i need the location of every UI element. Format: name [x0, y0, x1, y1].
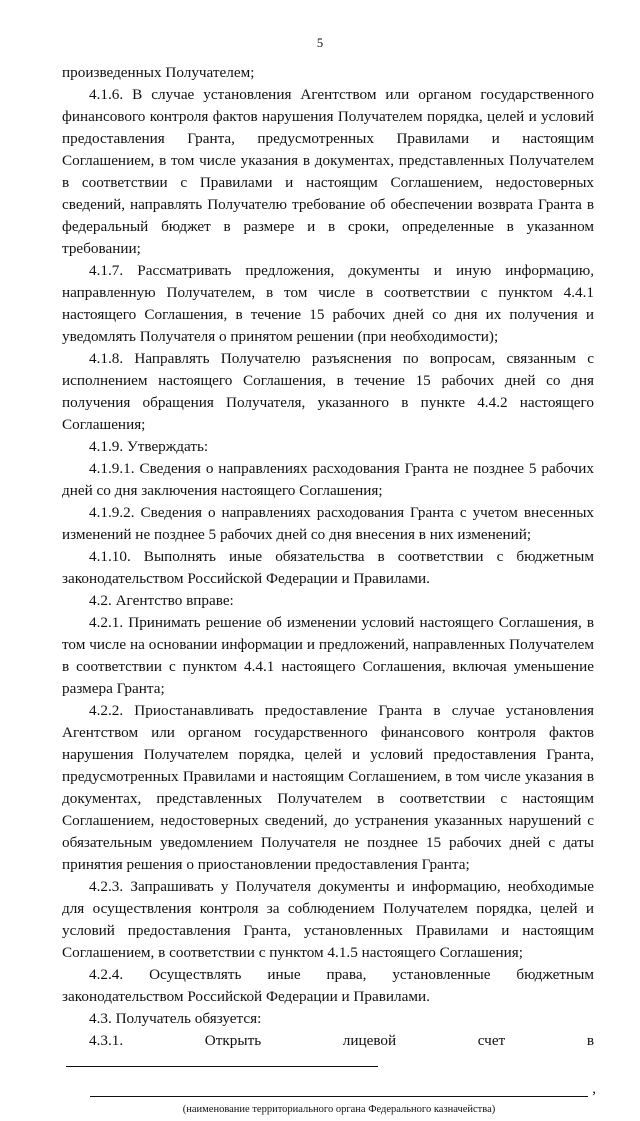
- paragraph-4-3-1: [62, 1030, 594, 1074]
- paragraph-p3: 4.1.8. Направлять Получателю разъяснения по вопросам, связанным с исполнением настоящего Соглашения, в течение 15 рабочих дней со дня получения обращения Получателя, указанного в пункте 4.4.2 настоящего Соглашения;: [62, 350, 594, 433]
- document-body: [62, 62, 594, 1121]
- paragraph-p12: 4.2.4. Осуществлять иные права, установленные бюджетным законодательством Российской Федерации и Правилами.: [62, 966, 594, 1005]
- paragraph-p6: 4.1.9.2. Сведения о направлениях расходования Гранта с учетом внесенных изменений не позднее 5 рабочих дней со дня внесения в них изменений;: [62, 504, 594, 543]
- paragraph-4-3-1-text: 4.3.1. Открыть лицевой счет в: [89, 1032, 594, 1049]
- treasury-fill-line: [90, 1076, 596, 1097]
- paragraph-p9: 4.2.1. Принимать решение об изменении условий настоящего Соглашения, в том числе на основании информации и предложений, направленных Получателем в соответствии с пунктом 4.4.1 настоящего Соглашения, включая уменьшение размера Гранта;: [62, 614, 594, 697]
- paragraph-p4: 4.1.9. Утверждать:: [89, 438, 209, 455]
- paragraph-p8: 4.2. Агентство вправе:: [89, 592, 234, 609]
- paragraph-p2: 4.1.7. Рассматривать предложения, документы и иную информацию, направленную Получателем, в том числе в соответствии с пунктом 4.4.1 настоящего Соглашения, в течение 15 рабочих дней со дня их получения и уведомлять Получателя о принятом решении (при необходимости);: [62, 262, 594, 345]
- page-number: 5: [316, 36, 324, 50]
- paragraph-p7: 4.1.10. Выполнять иные обязательства в соответствии с бюджетным законодательством Российской Федерации и Правилами.: [62, 548, 594, 587]
- paragraph-p5: 4.1.9.1. Сведения о направлениях расходования Гранта не позднее 5 рабочих дней со дня заключения настоящего Соглашения;: [62, 460, 594, 499]
- fill-line-caption: (наименование территориального органа Федерального казначейства): [182, 1104, 496, 1115]
- paragraph-p0: произведенных Получателем;: [62, 64, 255, 81]
- paragraph-p1: 4.1.6. В случае установления Агентством или органом государственного финансового контроля фактов нарушения Получателем порядка, целей и условий предоставления Гранта, предусмотренных Правилами и настоящим Соглашением, в том числе указания в документах, представленных Получателем в соответствии с Правилами и настоящим Соглашением, недостоверных сведений, направлять Получателю требование об обеспечении возврата Гранта в федеральный бюджет в размере и в сроки, определенные в указанном требовании;: [62, 86, 594, 257]
- paragraph-p13: 4.3. Получатель обязуется:: [89, 1010, 262, 1027]
- trailing-comma: ,: [592, 1081, 596, 1097]
- paragraph-p10: 4.2.2. Приостанавливать предоставление Гранта в случае установления Агентством или органом государственного финансового контроля фактов нарушения Получателем порядка, целей и условий предоставления Гранта, предусмотренных Правилами и настоящим Соглашением, в том числе указания в документах, представленных Получателем в соответствии с настоящим Соглашением, недостоверных сведений, до устранения указанных нарушений с обязательным уведомлением Получателя не позднее 15 рабочих дней с даты принятия решения о приостановлении предоставления Гранта;: [62, 702, 594, 873]
- account-fill-line: [66, 1052, 378, 1067]
- paragraph-p11: 4.2.3. Запрашивать у Получателя документы и информацию, необходимые для осуществления контроля за соблюдением Получателем порядка, целей и условий предоставления Гранта, установленных Правилами и настоящим Соглашением, в соответствии с пунктом 4.1.5 настоящего Соглашения;: [62, 878, 594, 961]
- paragraph-list: [62, 62, 594, 1030]
